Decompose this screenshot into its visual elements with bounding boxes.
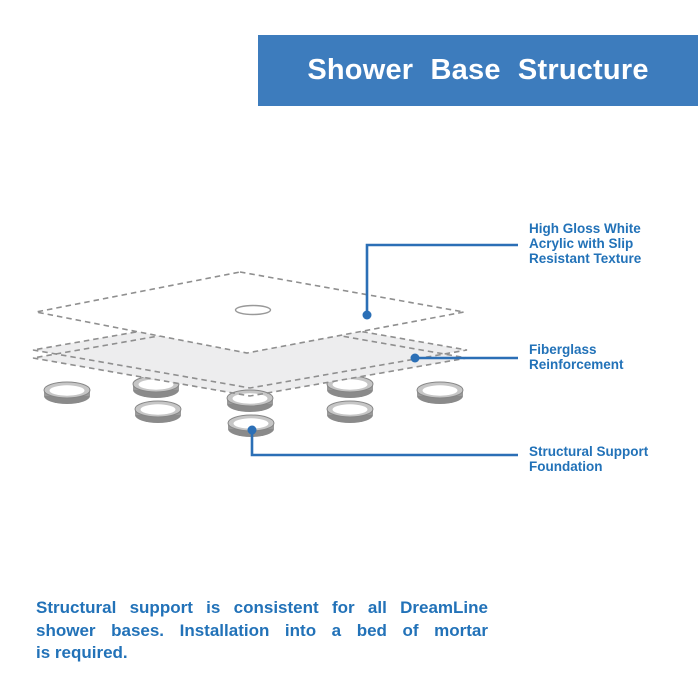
footer-line: is required. — [36, 643, 128, 662]
callout-label-line: Acrylic with Slip — [529, 236, 634, 251]
footer-line: Structural support is consistent for all DreamLine — [36, 598, 488, 617]
footer-note — [36, 597, 488, 665]
footer-line: shower bases. Installation into a bed of mortar — [36, 620, 488, 640]
callout-line-foundation — [252, 430, 518, 455]
callout-label-line: Structural Support — [529, 444, 649, 459]
support-ring — [417, 382, 463, 404]
callout-label-line: Foundation — [529, 459, 603, 474]
support-ring — [44, 382, 90, 404]
support-ring — [135, 401, 181, 423]
callout-dot-foundation — [248, 426, 257, 435]
callout-label-line: Fiberglass — [529, 342, 597, 357]
support-ring — [327, 401, 373, 423]
callout-label-foundation — [529, 444, 679, 474]
callout-label-line: Reinforcement — [529, 357, 624, 372]
page-title: Shower Base Structure — [307, 54, 649, 86]
callout-label-acrylic — [529, 221, 679, 266]
callout-label-fiberglass — [529, 342, 679, 372]
callout-dot-fiberglass — [411, 354, 420, 363]
callout-label-line: Resistant Texture — [529, 251, 642, 266]
callout-label-line: High Gloss White — [529, 221, 641, 236]
drain-hole-ellipse — [236, 306, 271, 315]
callout-dot-acrylic — [363, 311, 372, 320]
